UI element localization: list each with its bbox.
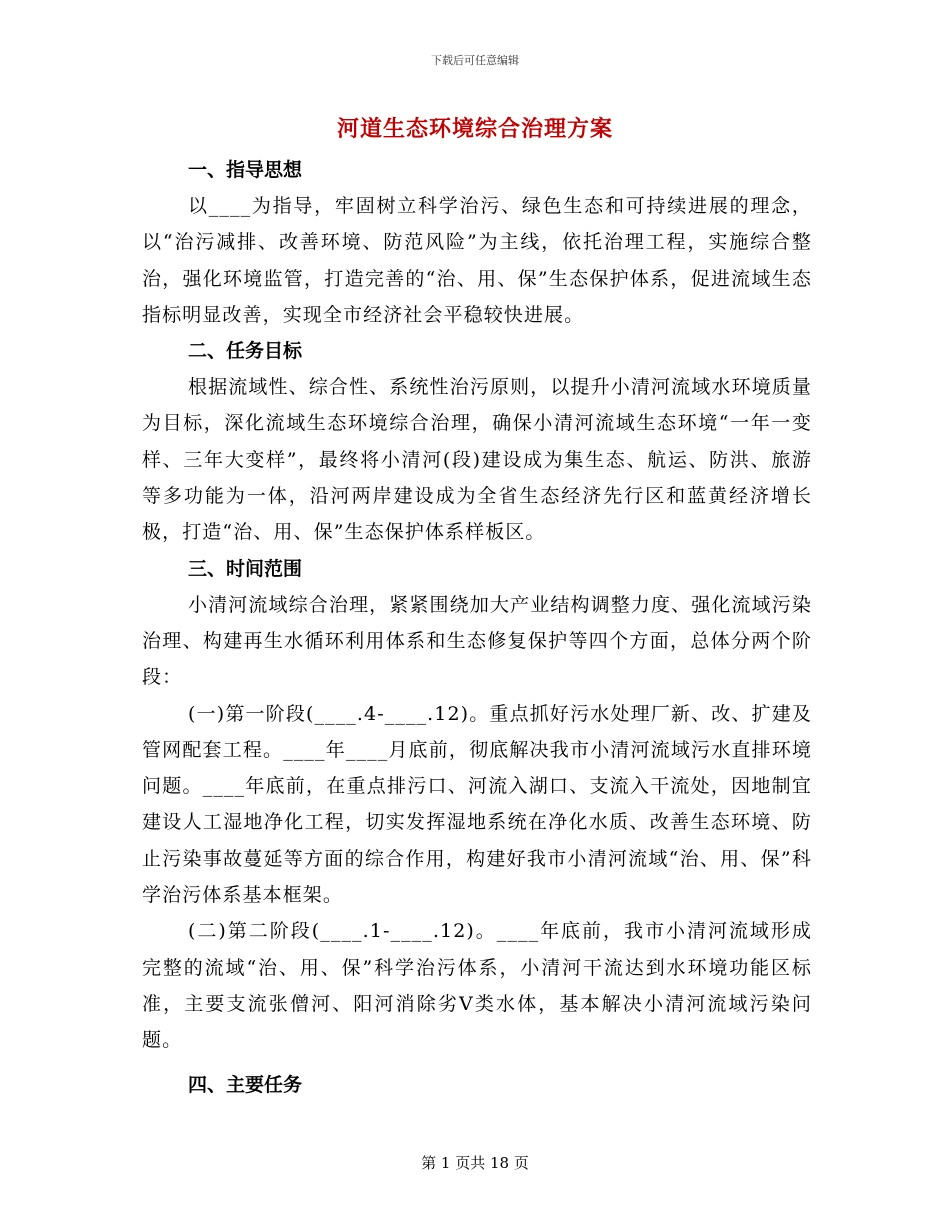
section-heading-task-goals: 二、任务目标 <box>188 340 303 363</box>
spacer <box>142 1059 812 1067</box>
header-note: 下载后可任意编辑 <box>431 54 519 67</box>
document-body <box>142 152 812 1103</box>
paragraph: 小清河流域综合治理，紧紧围绕加大产业结构调整力度、强化流域污染治理、构建再生水循环利用体系和生态修复保护等四个方面，总体分两个阶段： <box>142 593 812 689</box>
section-heading-guiding-ideology: 一、指导思想 <box>188 159 303 181</box>
document-title: 河道生态环境综合治理方案 <box>336 116 613 142</box>
paragraph-phase-two: (二)第二阶段(____.1-____.12)。____年底前，我市小清河流域形成完整的流域“治、用、保”科学治污体系，小清河干流达到水环境功能区标准，主要支流张僧河、阳河消除劣Ⅴ类水体，基本解决小清河流域污染问题。 <box>142 920 812 1052</box>
page-footer: 第 1 页共 18 页 <box>421 1154 529 1172</box>
paragraph: 根据流域性、综合性、系统性治污原则，以提升小清河流域水环境质量为目标，深化流域生态环境综合治理，确保小清河流域生态环境“一年一变样、三年大变样”，最终将小清河(段)建设成为集生态、航运、防洪、旅游等多功能为一体，沿河两岸建设成为全省生态经济先行区和蓝黄经济增长极，打造“治、用、保”生态保护体系样板区。 <box>142 376 812 544</box>
paragraph-phase-one: (一)第一阶段(____.4-____.12)。重点抓好污水处理厂新、改、扩建及管网配套工程。____年____月底前，彻底解决我市小清河流域污水直排环境问题。____年底前，在重点排污口、河流入湖口、支流入干流处，因地制宜建设人工湿地净化工程，切实发挥湿地系统在净化水质、改善生态环境、防止污染事故蔓延等方面的综合作用，构建好我市小清河流域“治、用、保”科学治污体系基本框架。 <box>142 702 812 907</box>
paragraph: 以____为指导，牢固树立科学治污、绿色生态和可持续进展的理念，以“治污减排、改善环境、防范风险”为主线，依托治理工程，实施综合整治，强化环境监管，打造完善的“治、用、保”生态保护体系，促进流域生态指标明显改善，实现全市经济社会平稳较快进展。 <box>142 195 812 326</box>
section-heading-time-range: 三、时间范围 <box>188 557 303 580</box>
section-heading-main-tasks: 四、主要任务 <box>188 1073 303 1096</box>
